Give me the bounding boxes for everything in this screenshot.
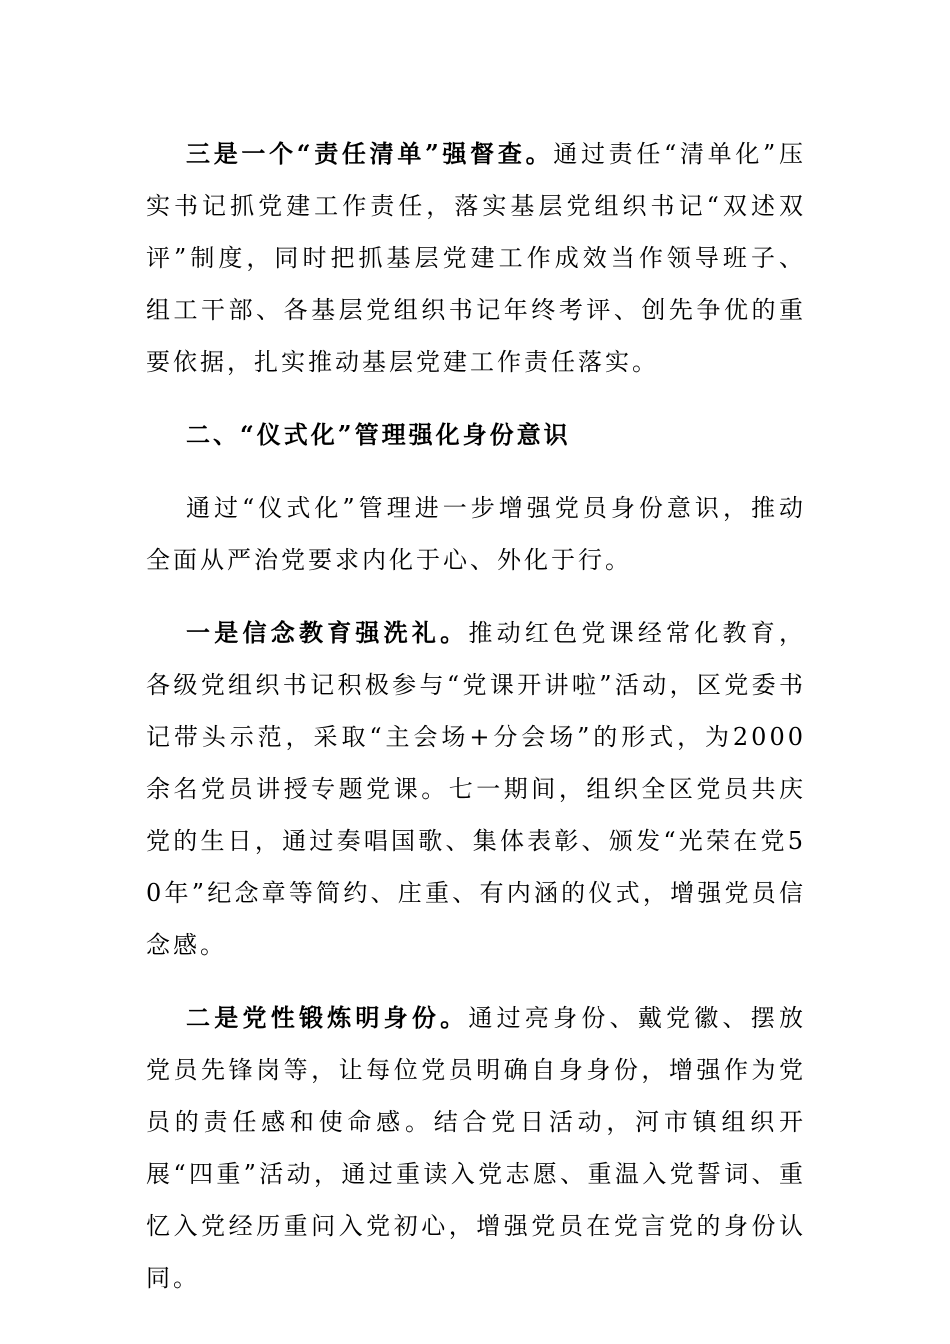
- paragraph-party-spirit: [146, 992, 806, 1304]
- paragraph-belief-education: [146, 607, 806, 971]
- paragraph-body: 推动红色党课经常化教育，各级党组织书记积极参与“党课开讲啦”活动，区党委书记带头示范，采取“主会场+分会场”的形式，为2000余名党员讲授专题党课。七一期间，组织全区党员共庆党的生日，通过奏唱国歌、集体表彰、颁发“光荣在党50年”纪念章等简约、庄重、有内涵的仪式，增强党员信念感。: [146, 619, 807, 959]
- section-heading: 二、“仪式化”管理强化身份意识: [186, 420, 571, 449]
- paragraph-lead: 一是信念教育强洗礼。: [186, 618, 469, 647]
- paragraph-responsibility-list: [146, 128, 806, 388]
- paragraph-intro: [146, 482, 806, 586]
- paragraph-lead: 二是党性锻炼明身份。: [186, 1003, 469, 1032]
- document-page: [146, 128, 806, 1304]
- paragraph-body: 通过亮身份、戴党徽、摆放党员先锋岗等，让每位党员明确自身身份，增强作为党员的责任感和使命感。结合党日活动，河市镇组织开展“四重”活动，通过重读入党志愿、重温入党誓词、重忆入党经历重问入党初心，增强党员在党言党的身份认同。: [146, 1004, 807, 1292]
- paragraph-body: 通过责任“清单化”压实书记抓党建工作责任，落实基层党组织书记“双述双评”制度，同时把抓基层党建工作成效当作领导班子、组工干部、各基层党组织书记年终考评、创先争优的重要依据，扎实推动基层党建工作责任落实。: [146, 140, 807, 376]
- paragraph-lead: 三是一个“责任清单”强督查。: [186, 139, 554, 168]
- paragraph-body: 通过“仪式化”管理进一步增强党员身份意识，推动全面从严治党要求内化于心、外化于行。: [146, 494, 806, 574]
